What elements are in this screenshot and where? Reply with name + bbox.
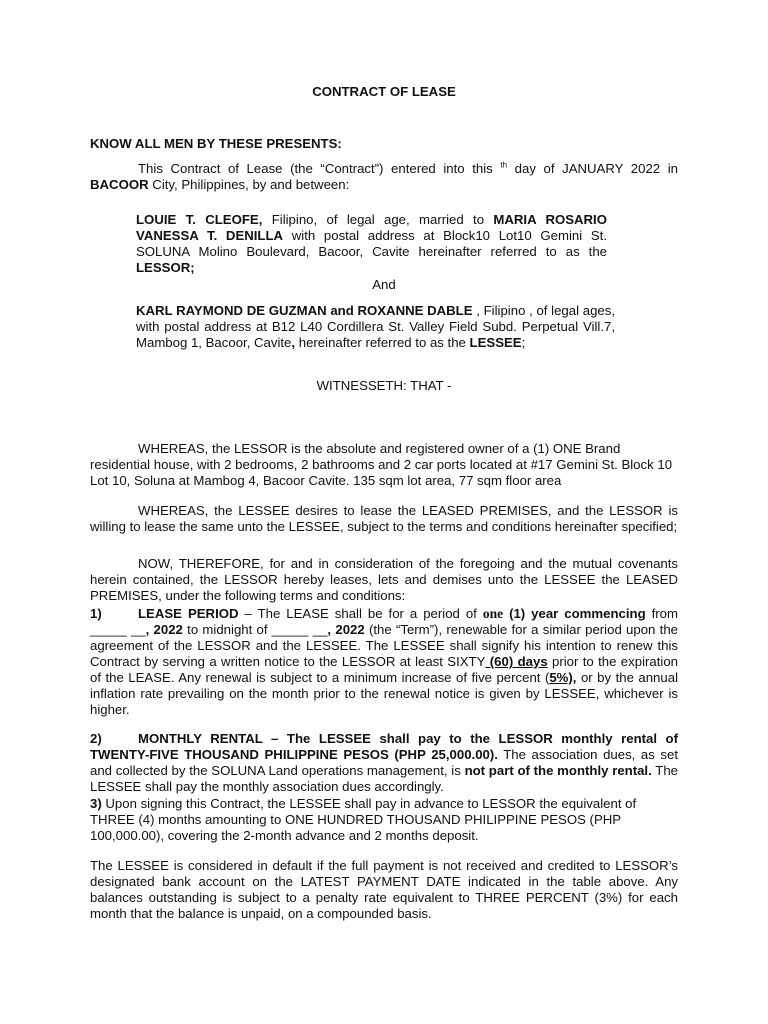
- and-separator: And: [372, 277, 396, 292]
- section-advance-payment: 3) Upon signing this Contract, the LESSEE shall pay in advance to LESSOR the equivalent of THREE (4) months amounting to ONE HUNDRED THOUSAND PHILIPPINE PESOS (PHP 100,000.00), covering the 2-month advance and 2 months deposit.: [90, 796, 637, 843]
- default-clause-paragraph: The LESSEE is considered in default if the full payment is not received and credited to LESSOR’s designated bank account on the LATEST PAYMENT DATE indicated in the table above. Any balances outstanding is subject to a penalty rate equivalent to THREE PERCENT (3%) for each month that the balance is unpaid, on a compounded basis.: [90, 858, 678, 921]
- whereas-lessee-paragraph: WHEREAS, the LESSEE desires to lease the LEASED PREMISES, and the LESSOR is willing to lease the same unto the LESSEE, subject to the terms and conditions hereinafter specified;: [90, 503, 678, 534]
- witnesseth-heading: WITNESSETH: THAT -: [316, 378, 452, 393]
- document-title: CONTRACT OF LEASE: [312, 84, 456, 99]
- section-lease-period: 1) LEASE PERIOD – The LEASE shall be for a period of one (1) year commencing from _____ __, 2022 to midnight of _____ __, 2022 (the “Term”), renewable for a similar period upon the agreement of the LESSOR and the LESSEE. The LESSEE shall signify his intention to renew this Contract by serving a written notice to the LESSOR at least SIXTY (60) days prior to the expiration of the LEASE. Any renewal is subject to a minimum increase of five percent (5%), or by the annual inflation rate prevailing on the month prior to the renewal notice is given by LESSEE, whichever is higher.: [90, 606, 678, 717]
- now-therefore-paragraph: NOW, THEREFORE, for and in consideration of the foregoing and the mutual covenants herein contained, the LESSOR hereby leases, lets and demises unto the LESSEE the LEASED PREMISES, under the following terms and conditions:: [90, 556, 678, 603]
- lessee-paragraph: KARL RAYMOND DE GUZMAN and ROXANNE DABLE , Filipino , of legal ages, with postal address at B12 L40 Cordillera St. Valley Field Subd. Perpetual Vill.7, Mambog 1, Bacoor, Cavite, hereinafter referred to as the LESSEE;: [136, 303, 615, 350]
- whereas-owner-paragraph: WHEREAS, the LESSOR is the absolute and registered owner of a (1) ONE Brand residential house, with 2 bedrooms, 2 bathrooms and 2 car ports located at #17 Gemini St. Block 10 Lot 10, Soluna at Mambog 4, Bacoor Cavite. 135 sqm lot area, 77 sqm floor area: [90, 441, 673, 488]
- intro-paragraph: This Contract of Lease (the “Contract”) entered into this $^{th}$ day of JANUARY 2022 in BACOOR City, Philippines, by and between:: [90, 160, 679, 192]
- opening-heading: KNOW ALL MEN BY THESE PRESENTS:: [90, 136, 342, 151]
- lessor-paragraph: LOUIE T. CLEOFE, Filipino, of legal age, married to MARIA ROSARIO VANESSA T. DENILLA with postal address at Block10 Lot10 Gemini St. SOLUNA Molino Boulevard, Bacoor, Cavite hereinafter referred to as the LESSOR;: [136, 212, 607, 275]
- section-monthly-rental: 2) MONTHLY RENTAL – The LESSEE shall pay to the LESSOR monthly rental of TWENTY-FIVE THOUSAND PHILIPPINE PESOS (PHP 25,000.00). The association dues, as set and collected by the SOLUNA Land operations management, is not part of the monthly rental. The LESSEE shall pay the monthly association dues accordingly.: [90, 731, 678, 794]
